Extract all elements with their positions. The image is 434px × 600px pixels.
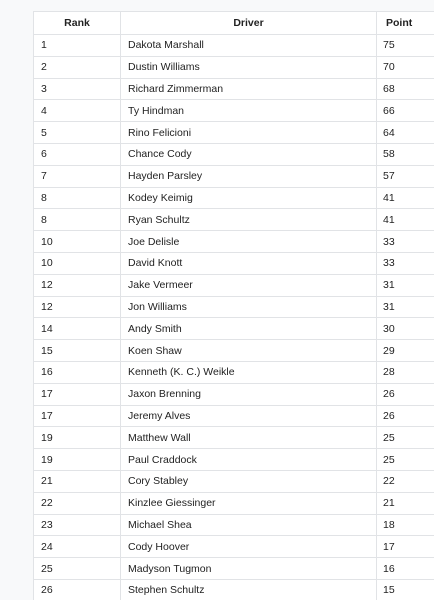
rank-cell: 22 [34,492,121,514]
table-row [34,470,434,492]
standings-table-container [33,11,434,600]
table-row [34,209,434,231]
rank-cell: 19 [34,427,121,449]
rank-cell: 12 [34,296,121,318]
driver-cell: Chance Cody [121,143,377,165]
points-cell: 28 [377,361,434,383]
points-cell: 58 [377,143,434,165]
rank-cell: 19 [34,449,121,471]
table-header-row [34,12,434,35]
table-row [34,558,434,580]
points-cell: 25 [377,449,434,471]
points-cell: 33 [377,252,434,274]
rank-cell: 17 [34,383,121,405]
driver-cell: Jake Vermeer [121,274,377,296]
points-cell: 41 [377,187,434,209]
points-cell: 31 [377,274,434,296]
table-row [34,252,434,274]
rank-cell: 4 [34,100,121,122]
points-cell: 18 [377,514,434,536]
points-cell: 16 [377,558,434,580]
rank-cell: 3 [34,78,121,100]
rank-cell: 12 [34,274,121,296]
points-cell: 66 [377,100,434,122]
rank-cell: 14 [34,318,121,340]
table-row [34,449,434,471]
rank-cell: 8 [34,209,121,231]
table-row [34,165,434,187]
driver-cell: Paul Craddock [121,449,377,471]
driver-cell: Jeremy Alves [121,405,377,427]
driver-cell: Ty Hindman [121,100,377,122]
table-row [34,274,434,296]
table-row [34,296,434,318]
driver-cell: Michael Shea [121,514,377,536]
driver-cell: Stephen Schultz [121,579,377,600]
table-row [34,143,434,165]
table-row [34,35,434,57]
points-cell: 57 [377,165,434,187]
driver-cell: Koen Shaw [121,340,377,362]
points-cell: 75 [377,35,434,57]
points-cell: 70 [377,56,434,78]
driver-cell: Kenneth (K. C.) Weikle [121,361,377,383]
column-header-driver: Driver [121,12,377,35]
driver-cell: Andy Smith [121,318,377,340]
table-row [34,122,434,144]
table-body [34,35,434,600]
driver-cell: Matthew Wall [121,427,377,449]
rank-cell: 5 [34,122,121,144]
rank-cell: 10 [34,231,121,253]
standings-table [33,11,434,600]
rank-cell: 6 [34,143,121,165]
driver-cell: Richard Zimmerman [121,78,377,100]
rank-cell: 2 [34,56,121,78]
driver-cell: Jon Williams [121,296,377,318]
table-row [34,514,434,536]
table-row [34,383,434,405]
points-cell: 31 [377,296,434,318]
points-cell: 64 [377,122,434,144]
table-row [34,318,434,340]
driver-cell: Kodey Keimig [121,187,377,209]
table-row [34,340,434,362]
points-cell: 29 [377,340,434,362]
driver-cell: Hayden Parsley [121,165,377,187]
points-cell: 41 [377,209,434,231]
table-row [34,231,434,253]
rank-cell: 8 [34,187,121,209]
rank-cell: 1 [34,35,121,57]
column-header-rank: Rank [34,12,121,35]
rank-cell: 10 [34,252,121,274]
points-cell: 68 [377,78,434,100]
points-cell: 17 [377,536,434,558]
rank-cell: 21 [34,470,121,492]
table-row [34,78,434,100]
table-row [34,56,434,78]
points-cell: 21 [377,492,434,514]
driver-cell: Cory Stabley [121,470,377,492]
points-cell: 15 [377,579,434,600]
driver-cell: Joe Delisle [121,231,377,253]
table-row [34,361,434,383]
rank-cell: 17 [34,405,121,427]
rank-cell: 7 [34,165,121,187]
table-row [34,100,434,122]
table-row [34,187,434,209]
points-cell: 22 [377,470,434,492]
driver-cell: Ryan Schultz [121,209,377,231]
table-row [34,492,434,514]
driver-cell: Madyson Tugmon [121,558,377,580]
rank-cell: 15 [34,340,121,362]
table-row [34,579,434,600]
table-row [34,405,434,427]
driver-cell: David Knott [121,252,377,274]
rank-cell: 26 [34,579,121,600]
points-cell: 26 [377,405,434,427]
driver-cell: Rino Felicioni [121,122,377,144]
rank-cell: 25 [34,558,121,580]
column-header-points: Point [377,12,434,35]
rank-cell: 16 [34,361,121,383]
table-row [34,536,434,558]
driver-cell: Dustin Williams [121,56,377,78]
rank-cell: 24 [34,536,121,558]
points-cell: 26 [377,383,434,405]
rank-cell: 23 [34,514,121,536]
points-cell: 33 [377,231,434,253]
driver-cell: Cody Hoover [121,536,377,558]
points-cell: 25 [377,427,434,449]
driver-cell: Jaxon Brenning [121,383,377,405]
driver-cell: Dakota Marshall [121,35,377,57]
points-cell: 30 [377,318,434,340]
table-row [34,427,434,449]
driver-cell: Kinzlee Giessinger [121,492,377,514]
